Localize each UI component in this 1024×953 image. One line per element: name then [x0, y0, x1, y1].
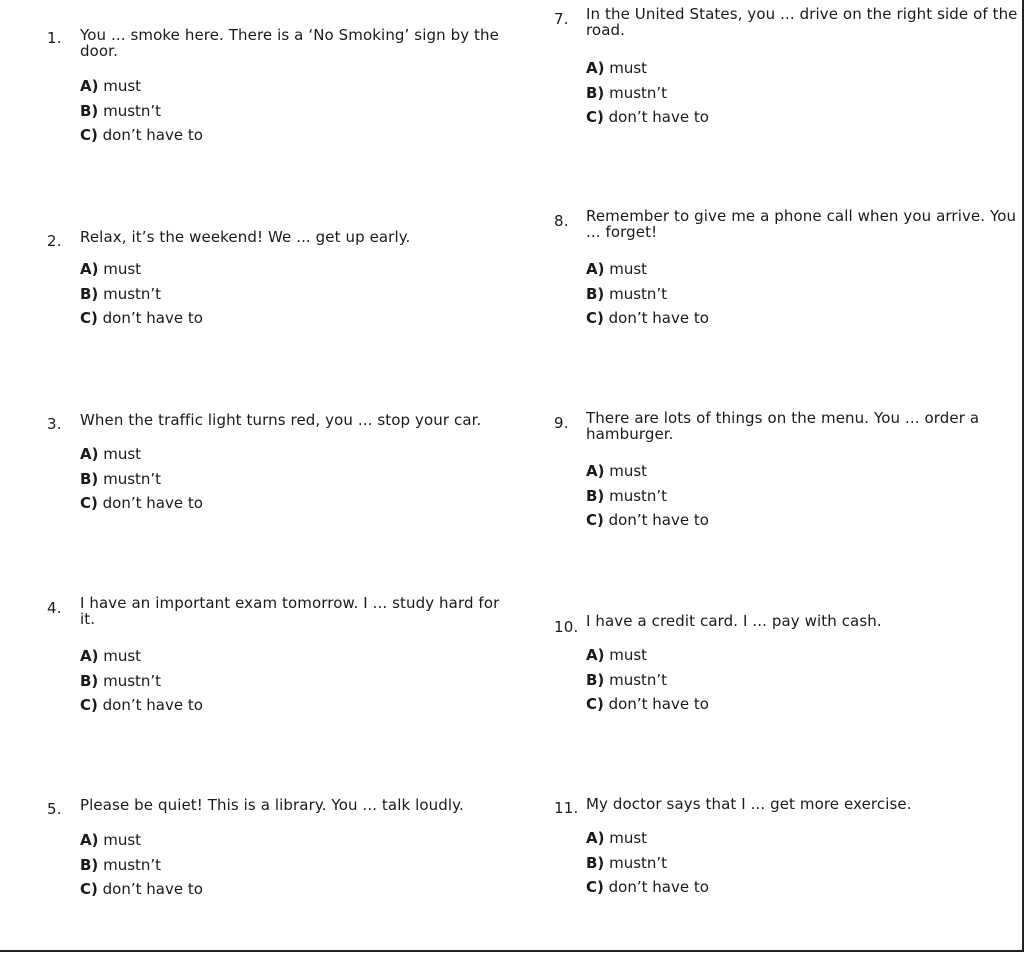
- answer-options: [586, 260, 709, 334]
- option-a[interactable]: A) must: [586, 260, 648, 278]
- question-text: You ... smoke here. There is a ‘No Smoking’ sign by the door.: [80, 26, 499, 60]
- question-text: When the traffic light turns red, you ... stop your car.: [80, 411, 482, 429]
- option-a[interactable]: A) must: [586, 829, 648, 847]
- option-c[interactable]: C) don’t have to: [80, 309, 203, 327]
- option-a[interactable]: A) must: [586, 646, 648, 664]
- option-c[interactable]: C) don’t have to: [586, 108, 709, 126]
- option-c[interactable]: C) don’t have to: [586, 878, 709, 896]
- option-c[interactable]: C) don’t have to: [80, 126, 203, 144]
- question-number: 5.: [47, 800, 62, 818]
- question-text: Relax, it’s the weekend! We ... get up early.: [80, 228, 411, 246]
- answer-options: [80, 647, 203, 721]
- option-a[interactable]: A) must: [80, 77, 142, 95]
- answer-options: [586, 59, 709, 133]
- option-c[interactable]: C) don’t have to: [586, 511, 709, 529]
- option-b[interactable]: B) mustn’t: [80, 101, 162, 120]
- question-number: 10.: [554, 618, 579, 636]
- option-c[interactable]: C) don’t have to: [586, 309, 709, 327]
- option-b[interactable]: B) mustn’t: [80, 284, 162, 303]
- question-text: There are lots of things on the menu. You ... order a hamburger.: [586, 409, 980, 443]
- option-c[interactable]: C) don’t have to: [586, 695, 709, 713]
- question-number: 3.: [47, 415, 62, 433]
- question-number: 11.: [554, 799, 579, 817]
- question-text: In the United States, you ... drive on the right side of the road.: [586, 5, 1018, 39]
- option-b[interactable]: B) mustn’t: [586, 284, 668, 303]
- option-a[interactable]: A) must: [586, 59, 648, 77]
- option-a[interactable]: A) must: [80, 445, 142, 463]
- question-text: Remember to give me a phone call when you arrive. You ... forget!: [586, 207, 1017, 241]
- option-c[interactable]: C) don’t have to: [80, 494, 203, 512]
- question-number: 4.: [47, 599, 62, 617]
- question-number: 9.: [554, 414, 569, 432]
- answer-options: [80, 260, 203, 334]
- question-number: 1.: [47, 29, 62, 47]
- option-b[interactable]: B) mustn’t: [80, 469, 162, 488]
- answer-options: [80, 445, 203, 519]
- option-a[interactable]: A) must: [80, 831, 142, 849]
- option-b[interactable]: B) mustn’t: [586, 853, 668, 872]
- question-number: 7.: [554, 10, 569, 28]
- option-b[interactable]: B) mustn’t: [586, 670, 668, 689]
- option-b[interactable]: B) mustn’t: [586, 83, 668, 102]
- option-c[interactable]: C) don’t have to: [80, 880, 203, 898]
- answer-options: [586, 462, 709, 536]
- question-text: I have an important exam tomorrow. I ... study hard for it.: [80, 594, 500, 628]
- question-text: Please be quiet! This is a library. You ... talk loudly.: [80, 796, 464, 814]
- answer-options: [586, 829, 709, 903]
- option-a[interactable]: A) must: [80, 647, 142, 665]
- option-a[interactable]: A) must: [80, 260, 142, 278]
- option-c[interactable]: C) don’t have to: [80, 696, 203, 714]
- option-b[interactable]: B) mustn’t: [80, 671, 162, 690]
- question-text: I have a credit card. I ... pay with cash.: [586, 612, 882, 630]
- option-a[interactable]: A) must: [586, 462, 648, 480]
- question-text: My doctor says that I ... get more exercise.: [586, 795, 912, 813]
- answer-options: [80, 831, 203, 905]
- answer-options: [586, 646, 709, 720]
- option-b[interactable]: B) mustn’t: [80, 855, 162, 874]
- question-number: 8.: [554, 212, 569, 230]
- answer-options: [80, 77, 203, 151]
- option-b[interactable]: B) mustn’t: [586, 486, 668, 505]
- question-number: 2.: [47, 232, 62, 250]
